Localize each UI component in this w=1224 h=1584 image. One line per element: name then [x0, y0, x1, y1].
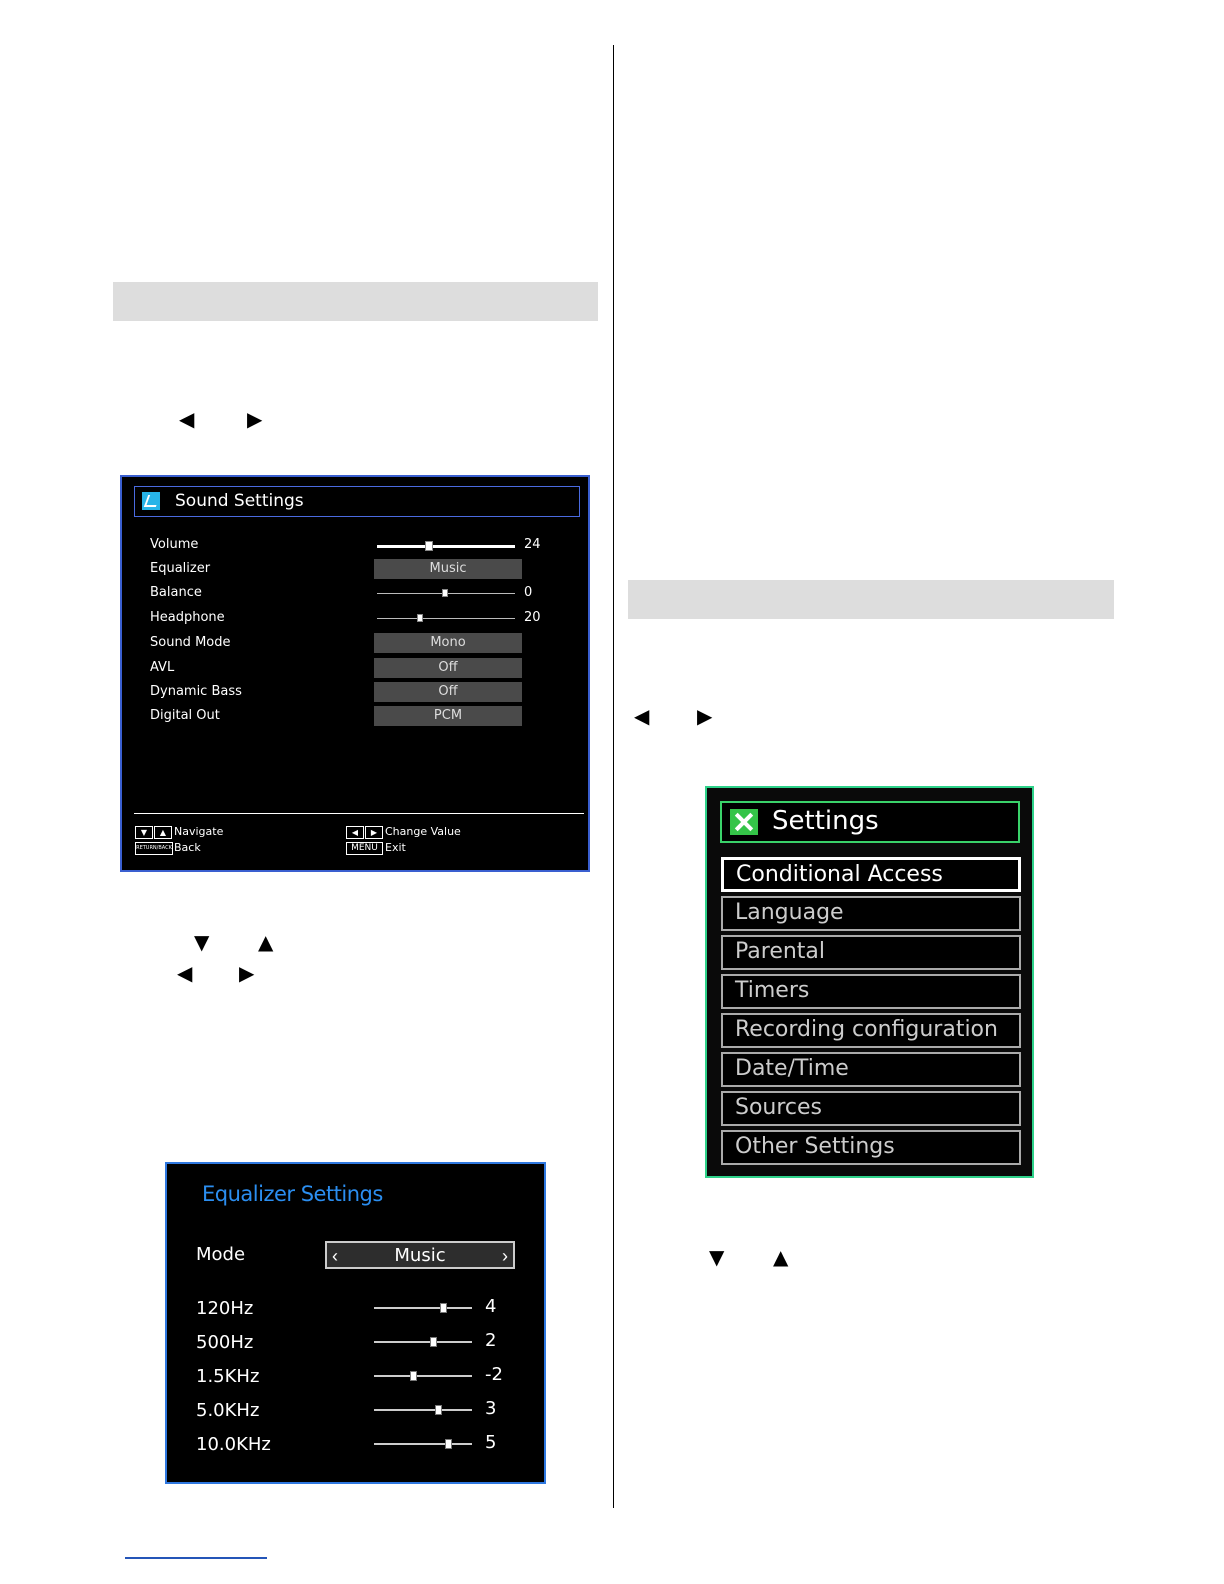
left-arrow-icon: ◀ [177, 961, 193, 985]
sound-slider-track[interactable] [377, 618, 515, 619]
sound-row-label: Equalizer [150, 561, 211, 576]
settings-menu-screen [705, 786, 1034, 1178]
band-frequency-label: 5.0KHz [196, 1400, 260, 1421]
mode-label: Mode [196, 1244, 246, 1265]
sound-slider-track[interactable] [377, 545, 515, 548]
down-arrow-icon: ▼ [194, 930, 210, 954]
column-divider [613, 45, 614, 1508]
sound-slider-value: 0 [524, 585, 533, 600]
equalizer-settings-title: Equalizer Settings [202, 1182, 383, 1206]
back-label: Back [174, 841, 201, 854]
section-header-bar-left [113, 282, 598, 321]
band-slider-track[interactable] [374, 1443, 472, 1445]
sound-row-label: Headphone [150, 610, 225, 625]
band-slider-knob[interactable] [435, 1405, 442, 1415]
band-slider-track[interactable] [374, 1341, 472, 1343]
down-arrow-icon: ▼ [709, 1245, 725, 1269]
sound-slider-knob[interactable] [417, 614, 423, 622]
exit-label: Exit [385, 841, 406, 854]
sound-row-value[interactable]: Mono [374, 633, 522, 653]
settings-menu-item[interactable]: Language [721, 896, 1021, 931]
sound-slider-value: 24 [524, 537, 541, 552]
band-value: 2 [485, 1330, 497, 1351]
band-slider-knob[interactable] [410, 1371, 417, 1381]
sound-slider-knob[interactable] [425, 541, 433, 551]
equalizer-settings-screen [165, 1162, 546, 1484]
left-arrow-icon: ◀ [634, 704, 650, 728]
tools-icon [730, 809, 758, 835]
band-frequency-label: 500Hz [196, 1332, 254, 1353]
settings-header [720, 801, 1020, 843]
right-arrow-icon: ▶ [239, 961, 255, 985]
mode-value: Music [394, 1245, 446, 1266]
sound-row-label: Balance [150, 585, 202, 600]
band-slider-knob[interactable] [430, 1337, 437, 1347]
settings-menu-item[interactable]: Recording configuration [721, 1013, 1021, 1048]
band-slider-track[interactable] [374, 1307, 472, 1309]
band-slider-knob[interactable] [445, 1439, 452, 1449]
sound-row-value[interactable]: Off [374, 658, 522, 678]
band-value: 3 [485, 1398, 497, 1419]
left-arrow-icon: ◀ [179, 407, 195, 431]
band-value: 5 [485, 1432, 497, 1453]
mode-selector[interactable] [325, 1241, 515, 1269]
footer-divider [134, 813, 584, 814]
footer-link-underline [125, 1557, 267, 1559]
band-frequency-label: 1.5KHz [196, 1366, 260, 1387]
return-back-key: RETURN/BACK [135, 842, 173, 855]
settings-menu-item[interactable]: Date/Time [721, 1052, 1021, 1087]
sound-slider-knob[interactable] [442, 589, 448, 597]
down-arrow-key-icon: ▼ [135, 826, 153, 839]
sound-row-label: Volume [150, 537, 199, 552]
menu-key: MENU [346, 842, 383, 855]
sound-settings-title: Sound Settings [175, 491, 304, 511]
sound-slider-value: 20 [524, 610, 541, 625]
sound-row-label: Dynamic Bass [150, 684, 242, 699]
up-arrow-icon: ▲ [258, 930, 274, 954]
left-arrow-key-icon: ◀ [346, 826, 364, 839]
right-arrow-icon: ▶ [247, 407, 263, 431]
settings-menu-item[interactable]: Sources [721, 1091, 1021, 1126]
sound-row-label: Sound Mode [150, 635, 231, 650]
settings-menu-item[interactable]: Timers [721, 974, 1021, 1009]
band-frequency-label: 10.0KHz [196, 1434, 271, 1455]
sound-settings-title-bar [134, 486, 580, 517]
sound-row-label: Digital Out [150, 708, 220, 723]
sound-settings-screen [120, 475, 590, 872]
right-arrow-icon: ▶ [697, 704, 713, 728]
settings-menu-item[interactable]: Conditional Access [721, 857, 1021, 892]
settings-menu-item[interactable]: Other Settings [721, 1130, 1021, 1165]
band-frequency-label: 120Hz [196, 1298, 254, 1319]
chevron-right-icon: › [502, 1246, 508, 1266]
up-arrow-key-icon: ▲ [154, 826, 172, 839]
right-arrow-key-icon: ▶ [365, 826, 383, 839]
settings-menu-item[interactable]: Parental [721, 935, 1021, 970]
chevron-left-icon: ‹ [332, 1246, 338, 1266]
sound-settings-icon [142, 492, 160, 510]
sound-row-value[interactable]: Music [374, 559, 522, 579]
section-header-bar-right [628, 580, 1114, 619]
sound-row-value[interactable]: PCM [374, 706, 522, 726]
navigate-label: Navigate [174, 825, 224, 838]
band-value: 4 [485, 1296, 497, 1317]
band-slider-track[interactable] [374, 1375, 472, 1377]
settings-title: Settings [772, 806, 879, 836]
change-value-label: Change Value [385, 825, 461, 838]
band-value: -2 [485, 1364, 503, 1385]
sound-row-label: AVL [150, 660, 175, 675]
up-arrow-icon: ▲ [773, 1245, 789, 1269]
band-slider-knob[interactable] [440, 1303, 447, 1313]
sound-row-value[interactable]: Off [374, 682, 522, 702]
band-slider-track[interactable] [374, 1409, 472, 1411]
